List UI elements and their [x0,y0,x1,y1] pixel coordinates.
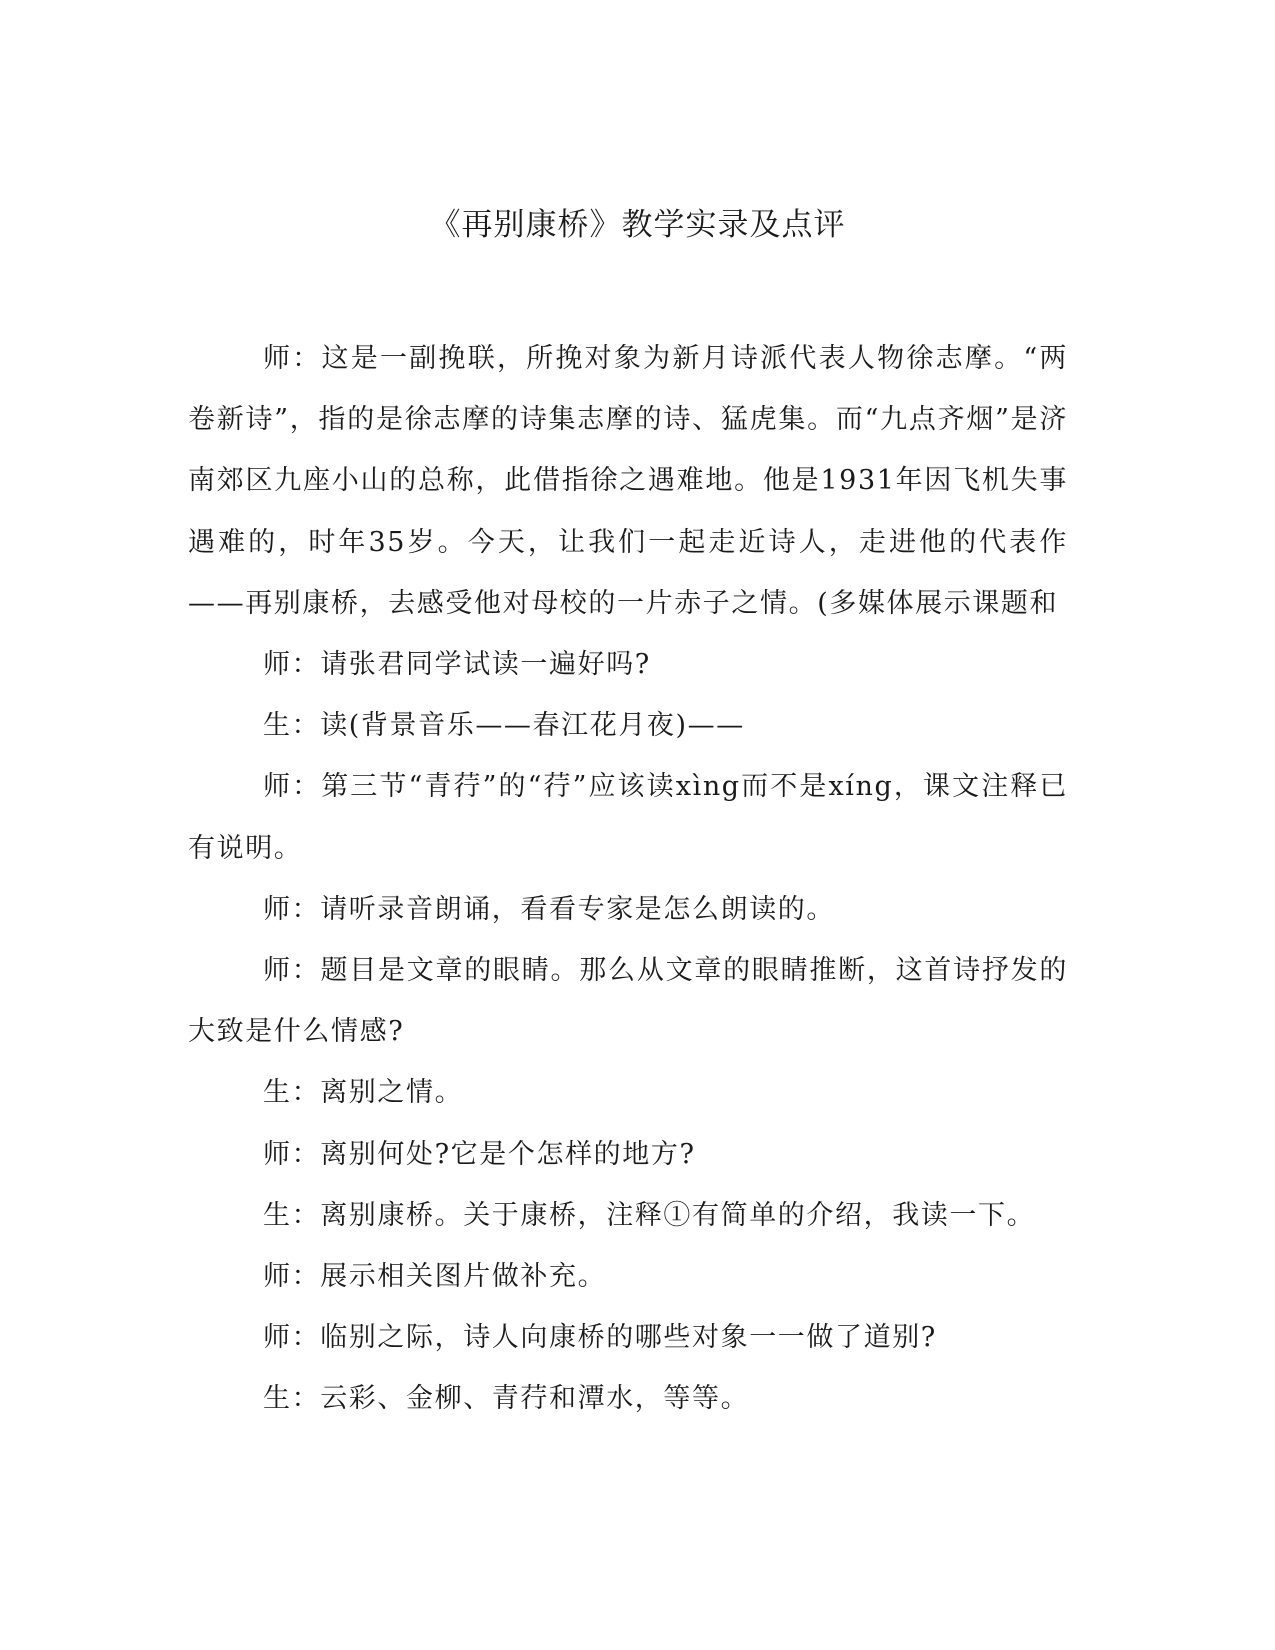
paragraph-student-answer-farewell: 生：离别之情。 [263,1077,464,1109]
paragraph-intro: 师：这是一副挽联，所挽对象为新月诗派代表人物徐志摩。“两卷新诗”，指的是徐志摩的诗集志摩的诗、猛虎集。而“九点齐烟”是济南郊区九座小山的总称，此借指徐之遇难地。他是1931年因飞机失事遇难的，时年35岁。今天，让我们一起走近诗人，走进他的代表作——再别康桥，去感受他对母校的一片赤子之情。(多媒体展示课题和 [188,343,1068,619]
paragraph-listen-recording: 师：请听录音朗诵，看看专家是怎么朗读的。 [263,893,835,925]
document-title: 《再别康桥》教学实录及点评 [429,207,846,243]
paragraph-student-answer-kangqiao: 生：离别康桥。关于康桥，注释①有简单的介绍，我读一下。 [263,1199,1036,1231]
paragraph-show-pictures: 师：展示相关图片做补充。 [263,1261,607,1293]
paragraph-objects-question: 师：临别之际，诗人向康桥的哪些对象一一做了道别? [263,1322,937,1354]
paragraph-where-question: 师：离别何处?它是个怎样的地方? [263,1138,696,1170]
paragraph-title-question: 师：题目是文章的眼睛。那么从文章的眼睛推断，这首诗抒发的大致是什么情感? [188,955,1068,1048]
paragraph-pronunciation-note: 师：第三节“青荇”的“荇”应该读xìng而不是xíng，课文注释已有说明。 [188,771,1068,864]
document-body [188,328,1068,1430]
paragraph-teacher-request-reading: 师：请张君同学试读一遍好吗? [263,649,651,681]
paragraph-student-reads: 生：读(背景音乐——春江花月夜)—— [263,710,745,742]
paragraph-student-answer-objects: 生：云彩、金柳、青荇和潭水，等等。 [263,1383,750,1415]
